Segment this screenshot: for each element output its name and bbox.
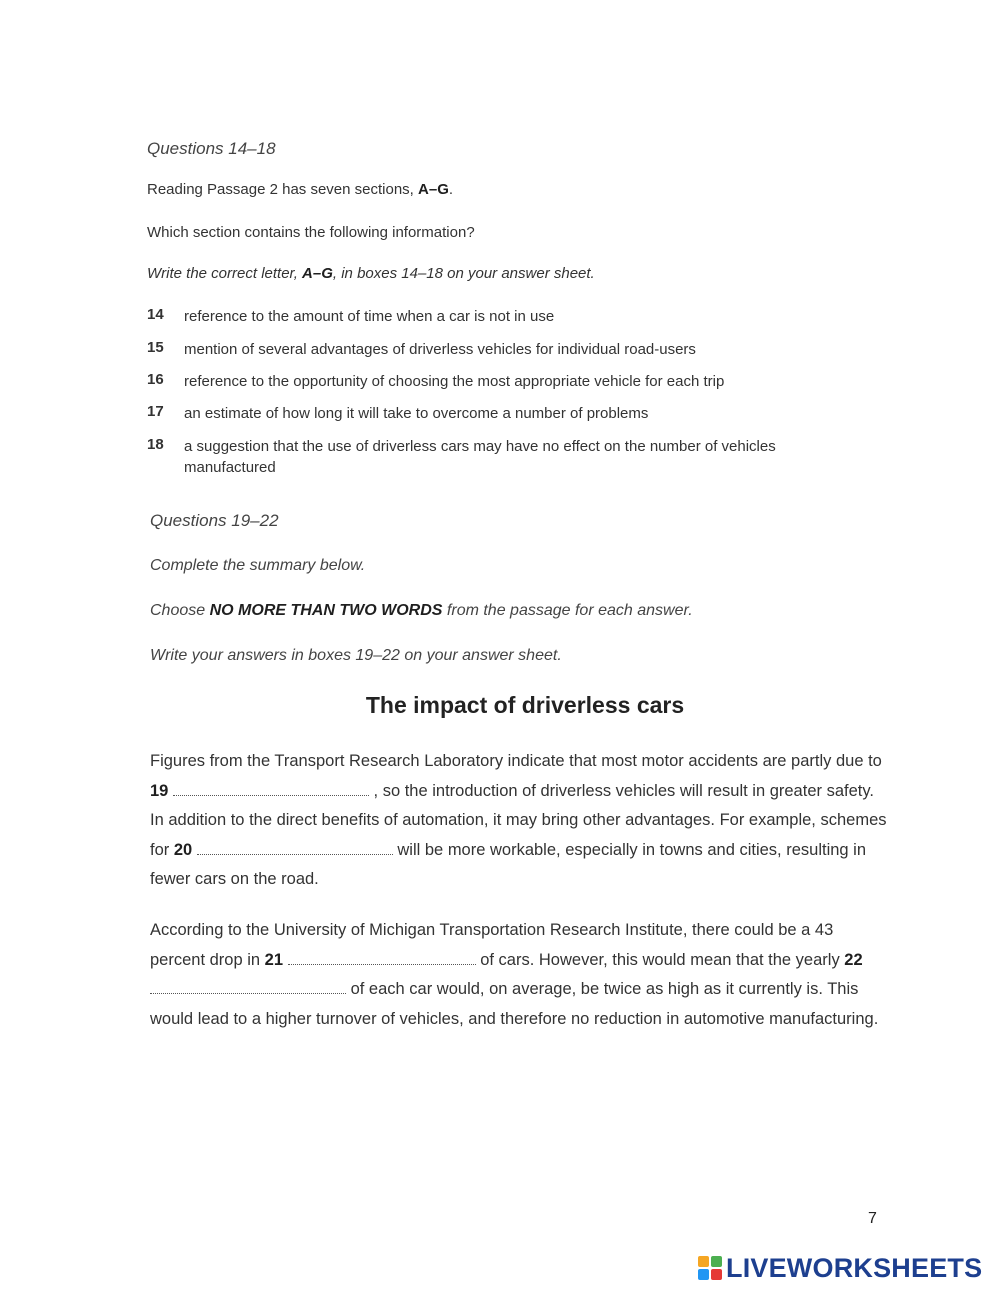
summary-paragraph-1: Figures from the Transport Research Laboratory indicate that most motor accidents are partly due to 19 , so the introduction of driverless vehicles will result in greater safety. In addition to the direct benefits of automation, it may bring other advantages. For example, schemes for 20 will be more workable, especially in towns and cities, resulting in fewer cars on the road. bbox=[150, 752, 887, 888]
answer-gap-22[interactable] bbox=[150, 981, 346, 994]
answer-gap-19[interactable] bbox=[173, 783, 369, 796]
logo-blocks-icon bbox=[698, 1256, 722, 1280]
gap-number-21: 21 bbox=[264, 950, 284, 969]
answer-gap-21[interactable] bbox=[288, 952, 476, 965]
gap-number-19: 19 bbox=[150, 781, 169, 800]
questions-14-18-heading: Questions 14–18 bbox=[147, 139, 276, 158]
complete-instruction: Complete the summary below. bbox=[150, 557, 366, 574]
section-question: Which section contains the following information? bbox=[147, 224, 475, 241]
answer-gap-20[interactable] bbox=[197, 842, 393, 855]
question-number: 14 bbox=[147, 306, 164, 323]
summary-title: The impact of driverless cars bbox=[365, 692, 685, 718]
gap-number-22: 22 bbox=[844, 950, 863, 969]
question-text: an estimate of how long it will take to overcome a number of problems bbox=[184, 405, 649, 422]
questions-19-22-heading: Questions 19–22 bbox=[150, 511, 279, 530]
question-number: 15 bbox=[147, 339, 164, 356]
question-text: mention of several advantages of driverless vehicles for individual road-users bbox=[184, 341, 696, 358]
section-instruction: Write the correct letter, A–G, in boxes 14–18 on your answer sheet. bbox=[147, 265, 595, 282]
question-text: reference to the amount of time when a car is not in use bbox=[184, 308, 555, 325]
question-number: 17 bbox=[147, 403, 164, 420]
summary-paragraph-2: According to the University of Michigan Transportation Research Institute, there could be a 43 percent drop in 21 of cars. However, this would mean that the yearly 22 of each car would, on average, be twice as high as it currently is. This would lead to a higher turnover of vehicles, and therefore no reduction in automotive manufacturing. bbox=[150, 921, 879, 1028]
page-number: 7 bbox=[868, 1210, 877, 1227]
question-text: reference to the opportunity of choosing the most appropriate vehicle for each trip bbox=[184, 373, 725, 390]
choose-instruction: Choose NO MORE THAN TWO WORDS from the passage for each answer. bbox=[150, 602, 693, 619]
gap-number-20: 20 bbox=[173, 840, 193, 859]
question-number: 18 bbox=[147, 436, 164, 453]
question-text: a suggestion that the use of driverless cars may have no effect on the number of vehicles manufactured bbox=[184, 438, 776, 476]
write-instruction: Write your answers in boxes 19–22 on your answer sheet. bbox=[150, 647, 562, 664]
question-number: 16 bbox=[147, 371, 164, 388]
section-intro: Reading Passage 2 has seven sections, A–G. bbox=[147, 181, 454, 198]
liveworksheets-logo bbox=[698, 1253, 982, 1283]
brand-name: LIVEWORKSHEETS bbox=[726, 1252, 983, 1283]
